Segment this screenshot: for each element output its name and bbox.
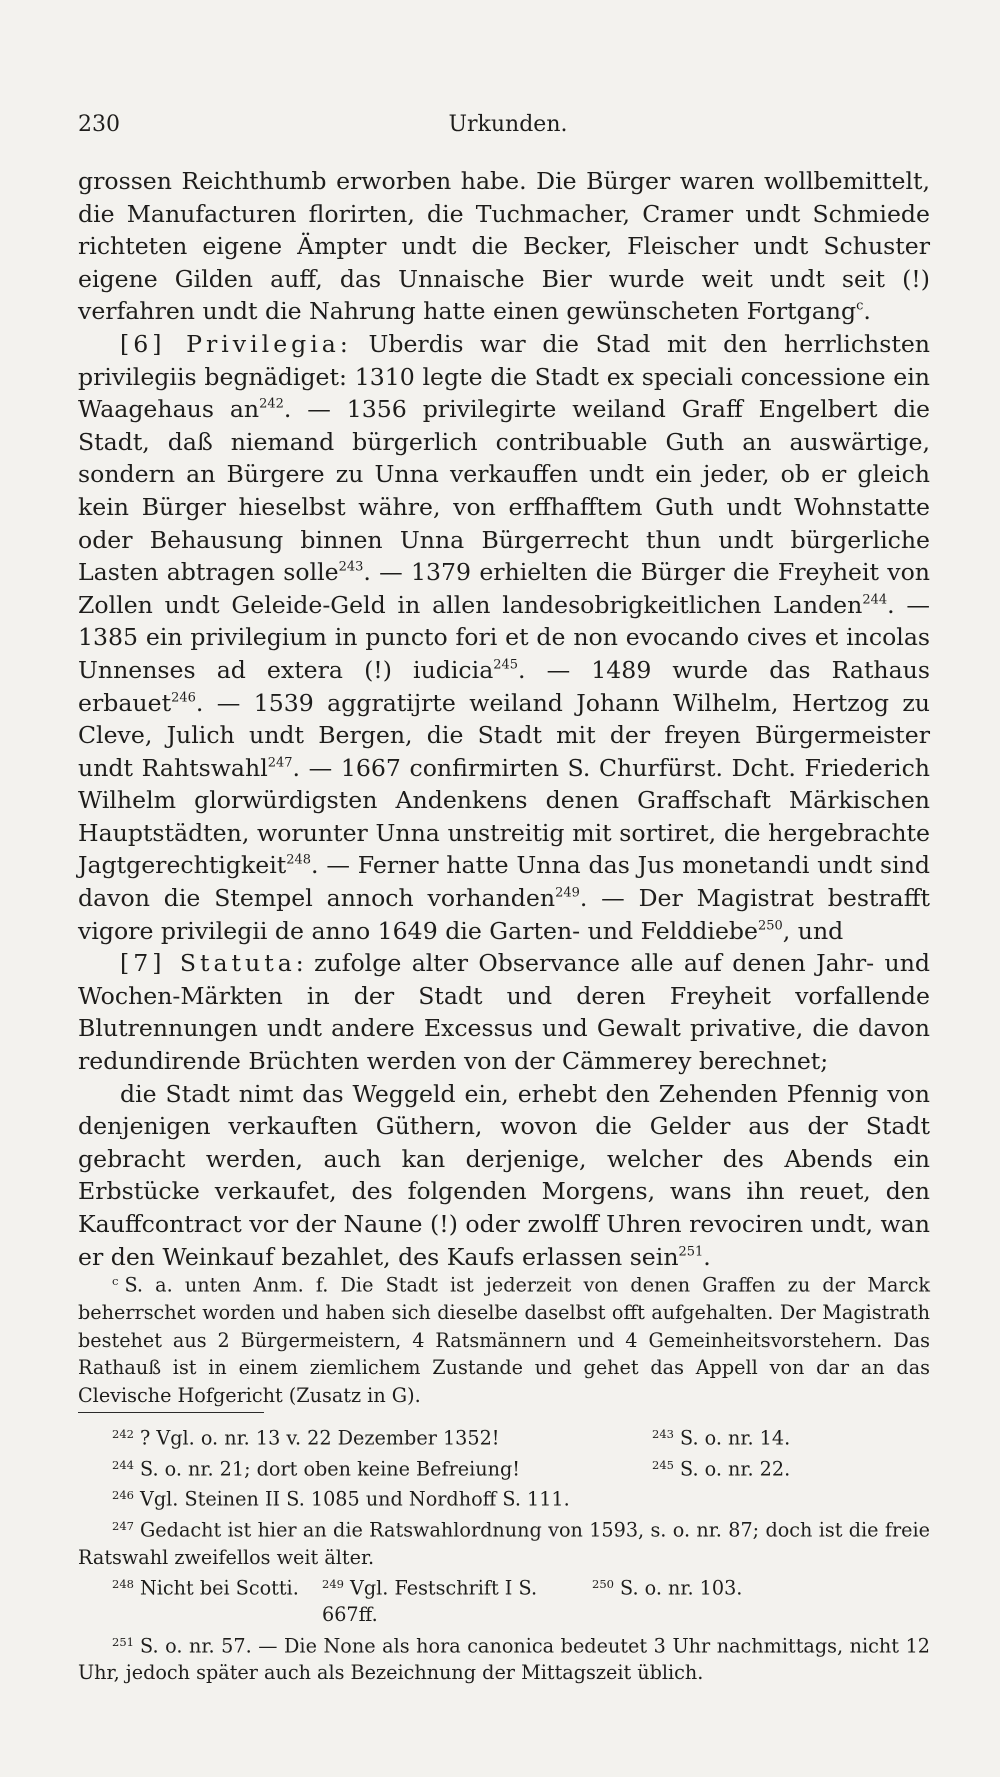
footnote-244: $^{244}$ S. o. nr. 21; dort oben keine Befreiung!	[112, 1456, 520, 1480]
footnote-ref: 247	[267, 754, 293, 770]
footnote-247: $^{247}$ Gedacht ist hier an die Ratswahlordnung von 1593, s. o. nr. 87; doch ist die freie Ratswahl zweifellos weit älter.	[78, 1518, 930, 1569]
footnote-245: $^{245}$ S. o. nr. 22.	[652, 1456, 791, 1480]
note-c: $^c$ S. a. unten Anm. f. Die Stadt ist jederzeit von denen Graffen zu der Marck beherrschet worden und haben sich dieselbe daselbst offt aufgehalten. Der Magistrath bestehet aus 2 Bürgermeistern, 4 Ratsmännern und 4 Gemeinheitsvorstehern. Das Rathauß ist in einem ziemlichem Zustande und gehet das Appell von dar an das Clevische Hofgericht (Zusatz in G).	[78, 1273, 930, 1407]
paragraph-statuta: [7] Statuta: zufolge alter Observance alle auf denen Jahr- und Wochen-Märkten in der Stadt und deren Freyheit vorfallende Blutrennungen undt andere Excessus und Gewalt privative, die davon redundirende Brüchten werden von der Cämmerey berechnet;	[78, 949, 930, 1076]
footnote-243: $^{243}$ S. o. nr. 14.	[652, 1426, 791, 1450]
paragraph-privilegia: [6] Privilegia: Uberdis war die Stad mit den herrlichsten privilegiis begnädiget: 1310 legte die Stadt ex speciali concessione ein Waagehaus $an^{242}$. — 1356 privilegirte weiland Graff Engelbert die Stadt, daß niemand bürgerlich contribuable Guth an auswärtige, sondern an Bürgere zu Unna verkauffen undt ein jeder, ob er gleich kein Bürger hieselbst währe, von erffhafftem Guth undt Wohnstatte oder Behausung binnen Unna Bürgerrecht thun undt bürgerliche Lasten abtragen solle$^{243}$. — 1379 erhielten die Bürger die Freyheit von Zollen undt Geleide-Geld in allen landesobrigkeitlichen Landen$^{244}$. — 1385 ein privilegium in puncto fori et de non evocando cives et incolas Unnenses ad extera (!) iudicia$^{245}$. — 1489 wurde das Rathaus erbauet$^{246}$. — 1539 aggratijrte weiland Johann Wilhelm, Hertzog zu Cleve, Julich undt Bergen, die Stadt mit der freyen Bürgermeister undt Rahtswahl$^{247}$. — 1667 confirmirten S. Churfürst. Dcht. Friederich Wilhelm glorwürdigsten Andenkens denen Graffschaft Märkischen Hauptstädten, worunter Unna unstreitig mit sortiret, die hergebrachte Jagtgerechtigkeit$^{248}$. — Ferner hatte Unna das Jus monetandi undt sind davon die Stempel annoch vorhanden$^{249}$. — Der Magistrat bestrafft vigore privilegii de anno 1649 die Garten- und Felddiebe$^{250}$, und	[78, 329, 930, 945]
footnote-ref: 250	[757, 917, 783, 933]
note-ref-c: c	[856, 298, 864, 314]
footnote-row	[78, 1421, 930, 1452]
section-label-privilegia: [6] Privilegia:	[120, 329, 352, 358]
page-header	[78, 112, 928, 144]
footnote-250: $^{250}$ S. o. nr. 103.	[592, 1576, 743, 1600]
running-title: Urkunden.	[448, 112, 568, 137]
page-number: 230	[78, 112, 120, 137]
footnote-ref: 246	[171, 689, 196, 705]
footnote-248: $^{248}$ Nicht bei Scotti.	[112, 1576, 299, 1600]
footnote-ref: 249	[555, 885, 580, 901]
footnote-251: $^{251}$ S. o. nr. 57. — Die None als hora canonica bedeutet 3 Uhr nachmittags, nicht 12 Uhr, jedoch später auch als Bezeichnung der Mittagszeit üblich.	[78, 1634, 930, 1685]
section-label-statuta: [7] Statuta	[120, 949, 296, 978]
footnote-242: $^{242}$ ? Vgl. o. nr. 13 v. 22 Dezember 1352!	[112, 1426, 500, 1450]
footnote-ref: 245	[493, 657, 519, 673]
footnote-246: $^{246}$ Vgl. Steinen II S. 1085 und Nordhoff S. 111.	[112, 1487, 570, 1511]
note-mark: c	[112, 1274, 119, 1288]
footnote-row	[78, 1452, 930, 1483]
footnote-ref: 243	[338, 559, 364, 575]
main-text	[78, 165, 930, 1273]
footnote-ref: 251	[678, 1243, 704, 1259]
footnote-ref: 248	[286, 852, 312, 868]
footnotes	[78, 1421, 930, 1687]
paragraph-4: die Stadt nimt das Weggeld ein, erhebt den Zehenden Pfennig von denjenigen verkauften Güthern, wovon die Gelder aus der Stadt gebracht werden, auch kan derjenige, welcher des Abends ein Erbstücke verkaufet, des folgenden Morgens, wans ihn reuet, den Kauffcontract vor der Naune (!) oder zwolff Uhren revociren undt, wan er den Weinkauf bezahlet, des Kaufs erlassen sein$^{251}$.	[78, 1079, 931, 1271]
footnote-divider	[78, 1412, 264, 1413]
paragraph-1: grossen Reichthumb erworben habe. Die Bürger waren wollbemittelt, die Manufacturen florirten, die Tuchmacher, Cramer undt Schmiede richteten eigene Ämpter undt die Becker, Fleischer undt Schuster eigene Gilden auff, das Unnaische Bier wurde weit undt seit (!) verfahren undt die Nahrung hatte einen gewünscheten Fortgang$^c$.	[78, 167, 930, 326]
footnote-ref: 242	[259, 396, 284, 412]
footnote-row	[78, 1571, 930, 1629]
footnote-249: $^{249}$ Vgl. Festschrift I S. 667ff.	[322, 1576, 538, 1627]
footnote-ref: 244	[862, 591, 888, 607]
